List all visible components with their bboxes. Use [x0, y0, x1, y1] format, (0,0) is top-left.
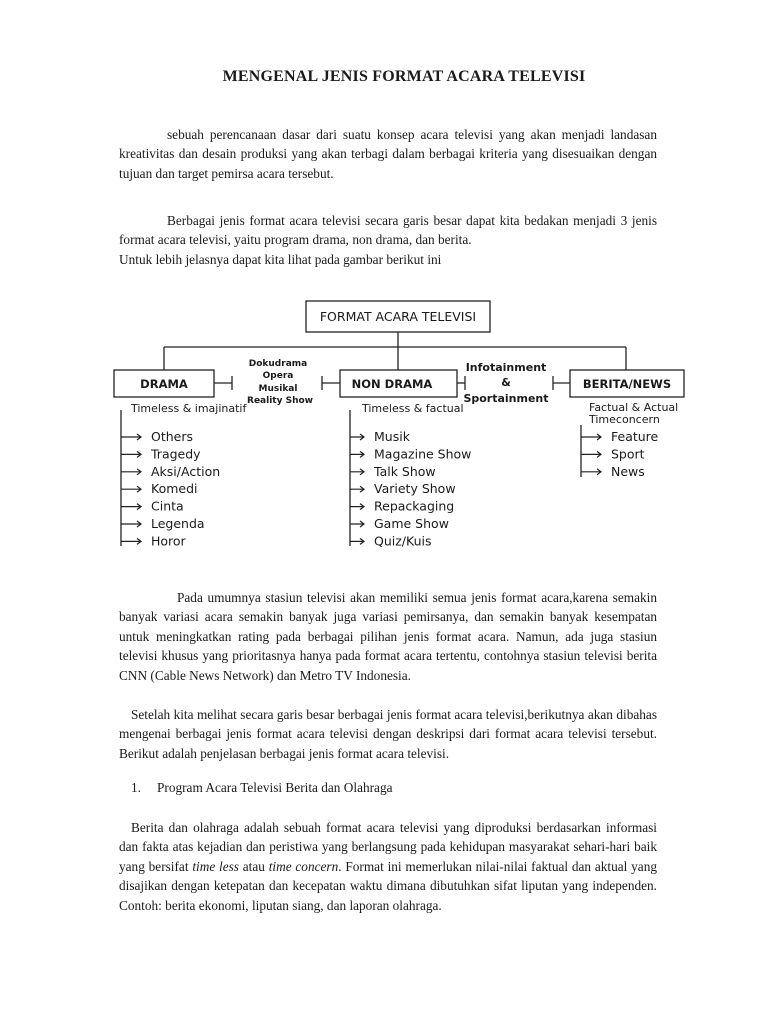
document-title: MENGENAL JENIS FORMAT ACARA TELEVISI: [222, 68, 586, 85]
diagram-berita-desc-2: Timeconcern: [589, 413, 660, 426]
diagram-drama-box: [114, 370, 214, 397]
diagram-nondrama-box: [340, 370, 457, 397]
para5-text-a: Berita dan olahraga adalah sebuah format acara televisi yang diproduksi berdasarkan informasi dan fakta atas kejadian dan peristiwa yang berlangsung pada kehidupan masyarakat sehari-hari baik yang bersifat: [119, 820, 657, 874]
diagram-mid-left-2: Opera: [262, 371, 294, 381]
diagram-nondrama-label: NON DRAMA: [351, 377, 433, 391]
diagram-arrow-icon: [121, 486, 141, 492]
diagram-mid-right-1: Infotainment: [465, 361, 547, 374]
diagram-nondrama-desc: Timeless & factual: [362, 402, 464, 415]
diagram-item-label: Sport: [611, 446, 645, 462]
list-item-berita-olahraga: [131, 780, 393, 796]
diagram-arrow-icon: [121, 538, 141, 544]
diagram-item-label: Others: [151, 429, 194, 444]
diagram-item-label: Musik: [374, 429, 410, 444]
diagram-mid-left-3: Musikal: [258, 384, 298, 394]
diagram-arrow-icon: [581, 434, 601, 440]
paragraph-next: Setelah kita melihat secara garis besar berbagai jenis format acara televisi,berikutnya akan dibahas mengenai berbagai jenis format acara televisi dengan deskripsi dari format acara televisi tersebut. Berikut adalah penjelasan berbagai jenis format acara televisi.: [119, 707, 657, 761]
diagram-item-label: Aksi/Action: [151, 463, 221, 479]
paragraph-berita-olahraga: [119, 818, 657, 915]
paragraph-intro: sebuah perencanaan dasar dari suatu konsep acara televisi yang akan menjadi landasan kreativitas dan desain produksi yang akan terbagi dalam berbagai kriteria yang disesuaikan dengan tujuan dan target pemirsa acara tersebut.: [119, 127, 657, 181]
diagram-item-label: Tragedy: [151, 446, 201, 462]
diagram-item-label: Komedi: [151, 481, 198, 497]
diagram-arrow-icon: [350, 521, 364, 527]
diagram-arrow-icon: [350, 434, 364, 440]
diagram-mid-right-2: &: [501, 376, 511, 389]
diagram-berita-label: BERITA/NEWS: [582, 377, 672, 391]
diagram-drama-label: DRAMA: [140, 377, 188, 391]
diagram-item-label: Quiz/Kuis: [374, 533, 432, 549]
paragraph-format-types: Berbagai jenis format acara televisi secara garis besar dapat kita bedakan menjadi 3 jenis format acara televisi, yaitu program drama, non drama, dan berita.: [119, 213, 657, 248]
diagram-arrow-icon: [350, 451, 364, 457]
diagram-item-label: Variety Show: [374, 481, 456, 497]
diagram-item-label: Repackaging: [374, 498, 455, 514]
diagram-mid-right-3: Sportainment: [463, 392, 549, 405]
diagram-mid-left-1: Dokudrama: [248, 359, 308, 369]
diagram-arrow-icon: [581, 469, 601, 475]
diagram-item-label: Game Show: [374, 516, 449, 531]
diagram-item-label: Feature: [611, 429, 659, 444]
diagram-arrow-icon: [121, 434, 141, 440]
diagram-item-label: Talk Show: [374, 463, 436, 479]
para5-text-b: atau: [238, 858, 269, 874]
diagram-arrow-icon: [350, 538, 364, 544]
diagram-berita-desc-1: Factual & Actual: [589, 401, 679, 414]
diagram-arrow-icon: [121, 469, 141, 475]
paragraph-see-figure: Untuk lebih jelasnya dapat kita lihat pada gambar berikut ini: [119, 252, 442, 267]
diagram-arrow-icon: [581, 451, 601, 457]
diagram-arrow-icon: [121, 521, 141, 527]
diagram-item-label: Magazine Show: [374, 446, 472, 462]
diagram-item-label: News: [611, 463, 645, 479]
diagram-arrow-icon: [350, 504, 364, 510]
paragraph-stations: Pada umumnya stasiun televisi akan memiliki semua jenis format acara,karena semakin banyak variasi acara semakin banyak juga variasi pemirsanya, dan semakin banyak kesempatan untuk meningkatkan rating pada berbagai pilihan jenis format acara. Namun, ada juga stasiun televisi khusus yang prioritasnya hanya pada format acara tertentu, contohnya stasiun televisi berita CNN (Cable News Network) dan Metro TV Indonesia.: [119, 590, 657, 683]
diagram-root-box: [306, 301, 490, 332]
diagram-item-label: Cinta: [151, 498, 184, 514]
diagram-item-label: Horor: [151, 533, 186, 549]
para5-emphasis-timeconcern: time concern: [268, 858, 339, 874]
diagram-arrow-icon: [350, 486, 364, 492]
diagram-berita-box: [570, 370, 684, 397]
diagram-arrow-icon: [121, 504, 141, 510]
para5-text-c: . Format ini memerlukan nilai-nilai faktual dan aktual yang disajikan dengan ketepatan dan kecepatan waktu dimana dibutuhkan sifat liputan yang independen. Contoh: berita ekonomi, liputan siang, dan laporan olahraga.: [119, 858, 658, 913]
para5-emphasis-timeless: time less: [192, 858, 239, 874]
list-item-text: Program Acara Televisi Berita dan Olahraga: [157, 780, 393, 795]
diagram-root-label: FORMAT ACARA TELEVISI: [319, 309, 477, 324]
diagram-drama-desc: Timeless & imajinatif: [131, 402, 247, 415]
diagram-item-label: Legenda: [151, 516, 205, 531]
diagram-mid-left-4: Reality Show: [247, 396, 313, 406]
list-number: 1.: [131, 780, 141, 795]
diagram-arrow-icon: [350, 469, 364, 475]
diagram-arrow-icon: [121, 451, 141, 457]
